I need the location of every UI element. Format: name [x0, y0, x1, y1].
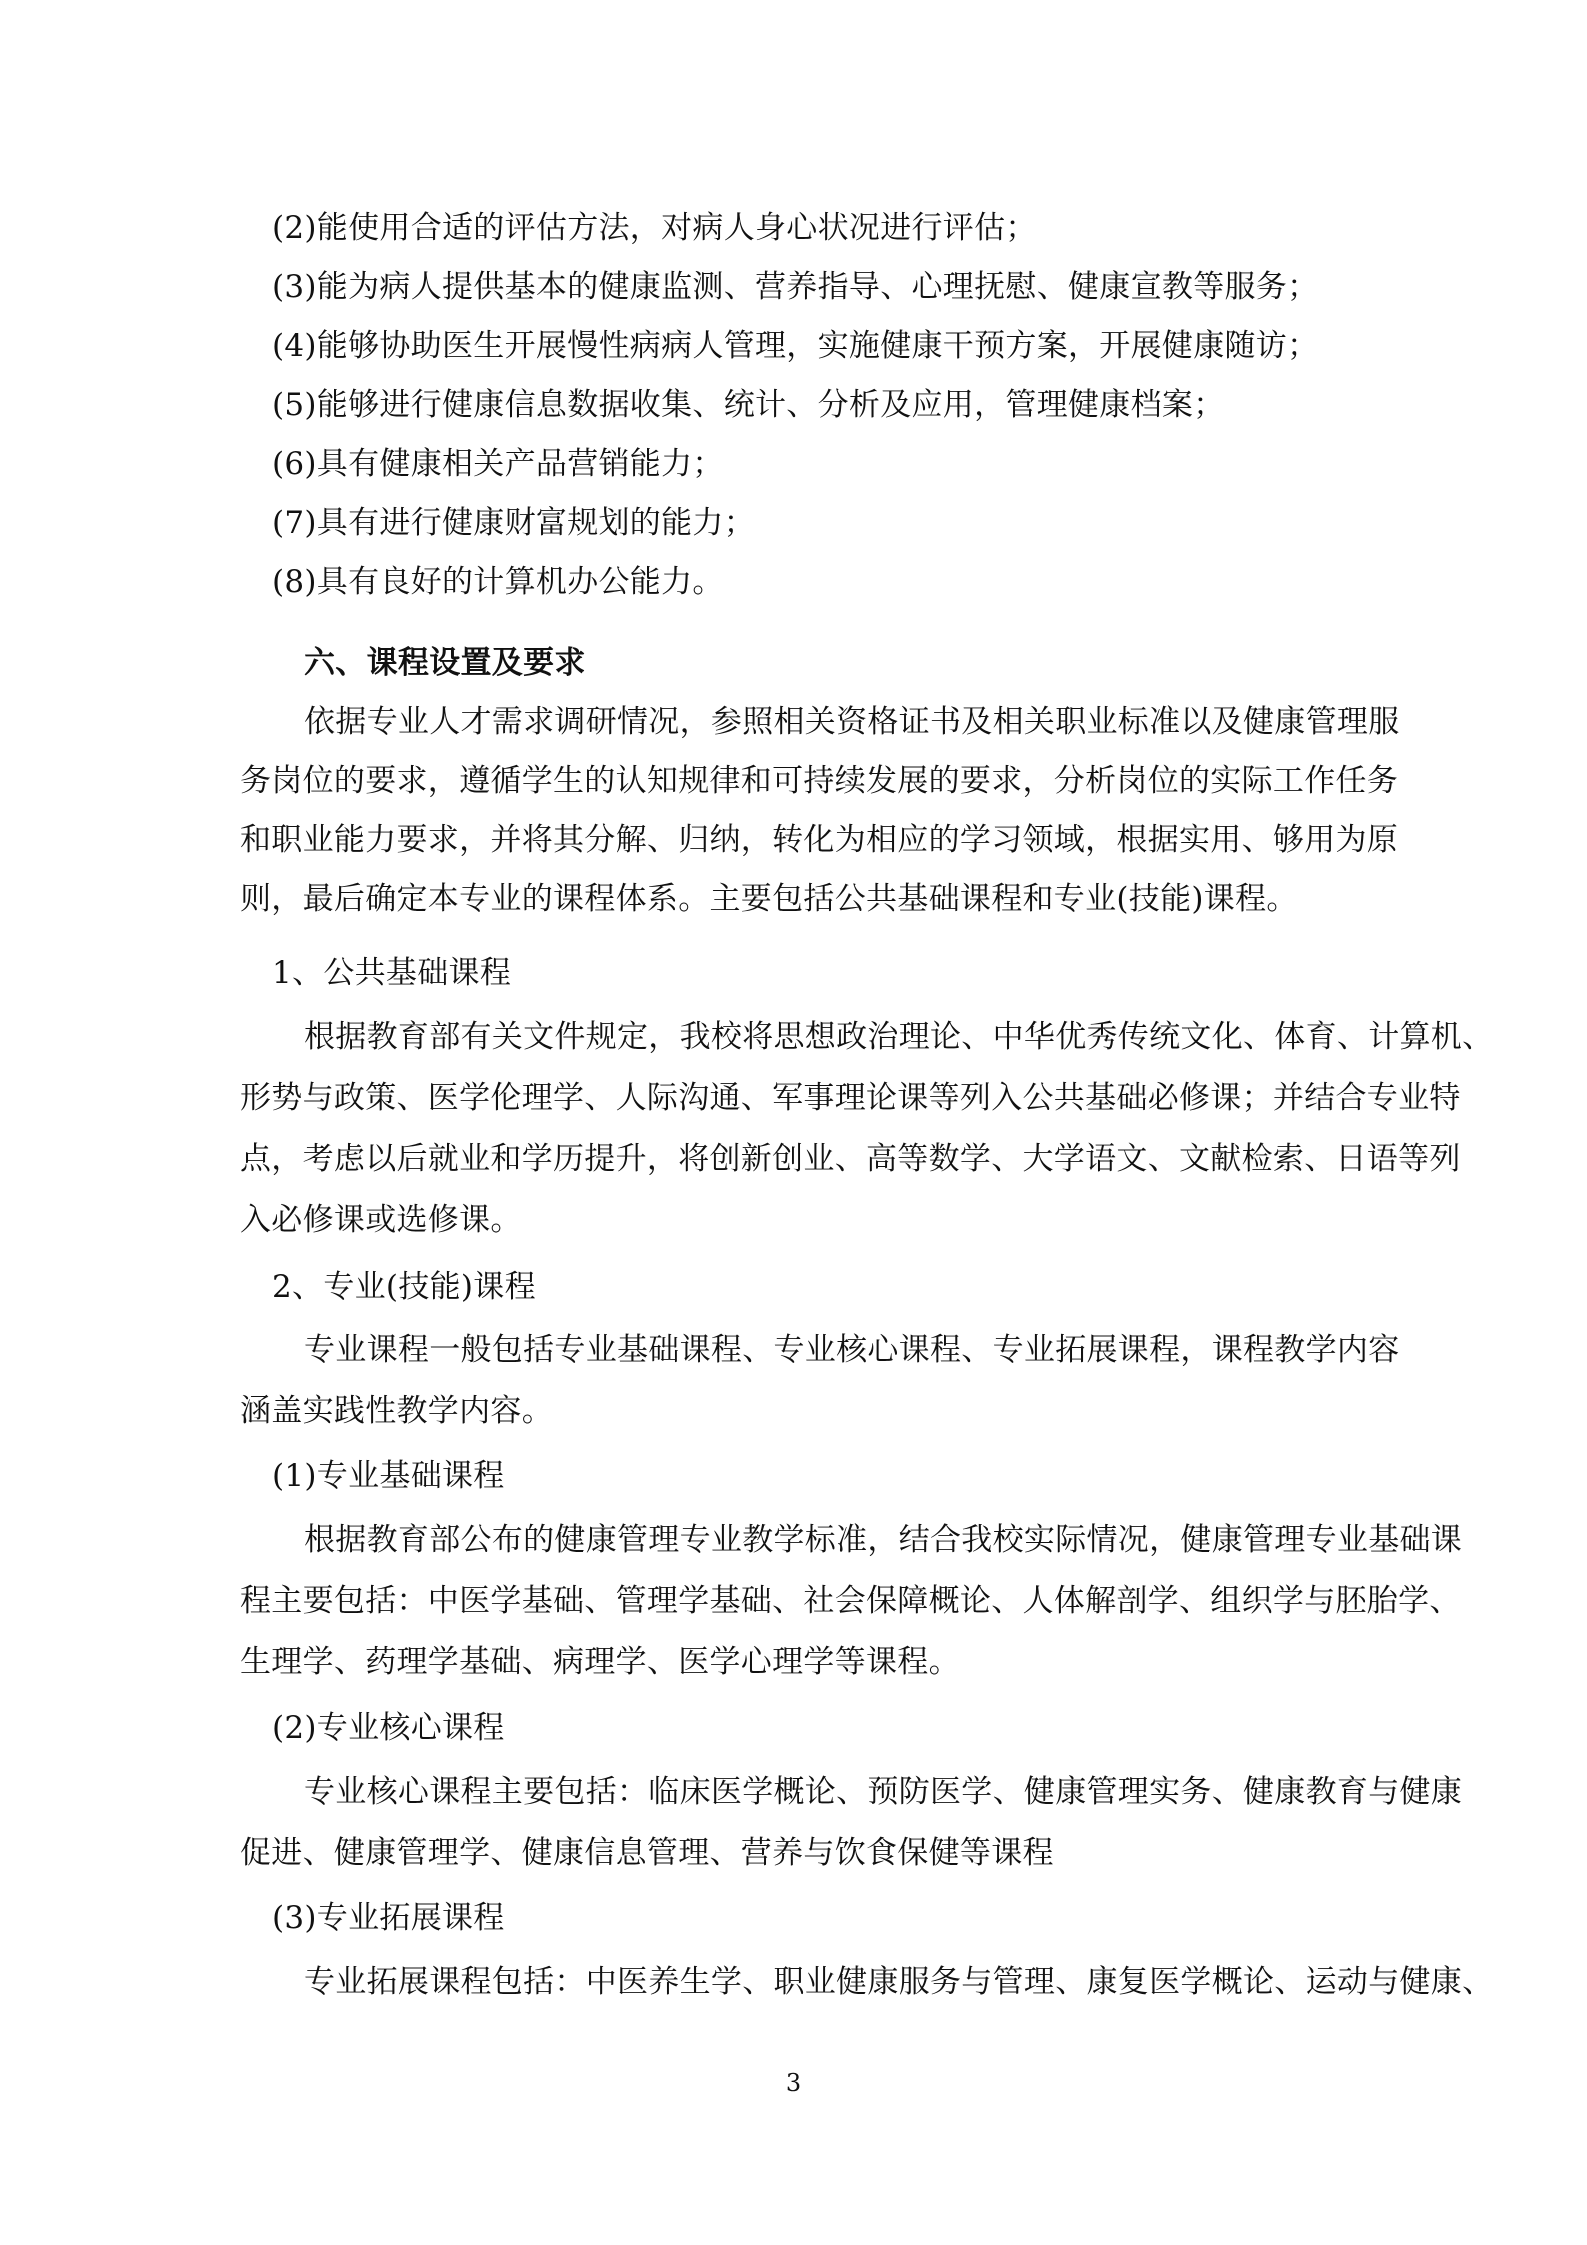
ability-item: (4)能够协助医生开展慢性病病人管理，实施健康干预方案，开展健康随访；: [272, 328, 1319, 364]
ability-item: (7)具有进行健康财富规划的能力；: [272, 505, 756, 541]
ability-item: (8)具有良好的计算机办公能力。: [272, 564, 724, 600]
ability-item: (2)能使用合适的评估方法，对病人身心状况进行评估；: [272, 210, 1037, 246]
ability-item: (6)具有健康相关产品营销能力；: [272, 446, 724, 482]
paragraph-line: 专业核心课程主要包括：临床医学概论、预防医学、健康管理实务、健康教育与健康: [304, 1774, 1463, 1810]
section-heading: 六、课程设置及要求: [304, 645, 586, 681]
paragraph-line: 入必修课或选修课。: [240, 1202, 522, 1238]
subsection-heading: 1、公共基础课程: [272, 955, 512, 991]
subsection-heading: 2、专业(技能)课程: [272, 1269, 536, 1305]
paragraph-line: 生理学、药理学基础、病理学、医学心理学等课程。: [240, 1644, 960, 1680]
paragraph-line: 点，考虑以后就业和学历提升，将创新创业、高等数学、大学语文、文献检索、日语等列: [240, 1141, 1461, 1177]
paragraph-line: 根据教育部公布的健康管理专业教学标准，结合我校实际情况，健康管理专业基础课: [304, 1522, 1463, 1558]
paragraph-line: 专业拓展课程包括：中医养生学、职业健康服务与管理、康复医学概论、运动与健康、: [304, 1964, 1494, 2000]
paragraph-line: 务岗位的要求，遵循学生的认知规律和可持续发展的要求，分析岗位的实际工作任务: [240, 763, 1399, 799]
paragraph-line: 依据专业人才需求调研情况，参照相关资格证书及相关职业标准以及健康管理服: [304, 704, 1400, 740]
paragraph-line: 则，最后确定本专业的课程体系。主要包括公共基础课程和专业(技能)课程。: [240, 881, 1298, 917]
paragraph-line: 形势与政策、医学伦理学、人际沟通、军事理论课等列入公共基础必修课；并结合专业特: [240, 1080, 1461, 1116]
subsection-heading: (2)专业核心课程: [272, 1710, 505, 1746]
paragraph-line: 促进、健康管理学、健康信息管理、营养与饮食保健等课程: [240, 1835, 1054, 1871]
paragraph-line: 涵盖实践性教学内容。: [240, 1393, 553, 1429]
paragraph-line: 和职业能力要求，并将其分解、归纳，转化为相应的学习领域，根据实用、够用为原: [240, 822, 1399, 858]
ability-item: (5)能够进行健康信息数据收集、统计、分析及应用，管理健康档案；: [272, 387, 1225, 423]
page-number: 3: [785, 2069, 802, 2097]
paragraph-line: 程主要包括：中医学基础、管理学基础、社会保障概论、人体解剖学、组织学与胚胎学、: [240, 1583, 1461, 1619]
subsection-heading: (3)专业拓展课程: [272, 1900, 505, 1936]
subsection-heading: (1)专业基础课程: [272, 1458, 505, 1494]
paragraph-line: 根据教育部有关文件规定，我校将思想政治理论、中华优秀传统文化、体育、计算机、: [304, 1019, 1494, 1055]
ability-item: (3)能为病人提供基本的健康监测、营养指导、心理抚慰、健康宣教等服务；: [272, 269, 1319, 305]
paragraph-line: 专业课程一般包括专业基础课程、专业核心课程、专业拓展课程，课程教学内容: [304, 1332, 1400, 1368]
